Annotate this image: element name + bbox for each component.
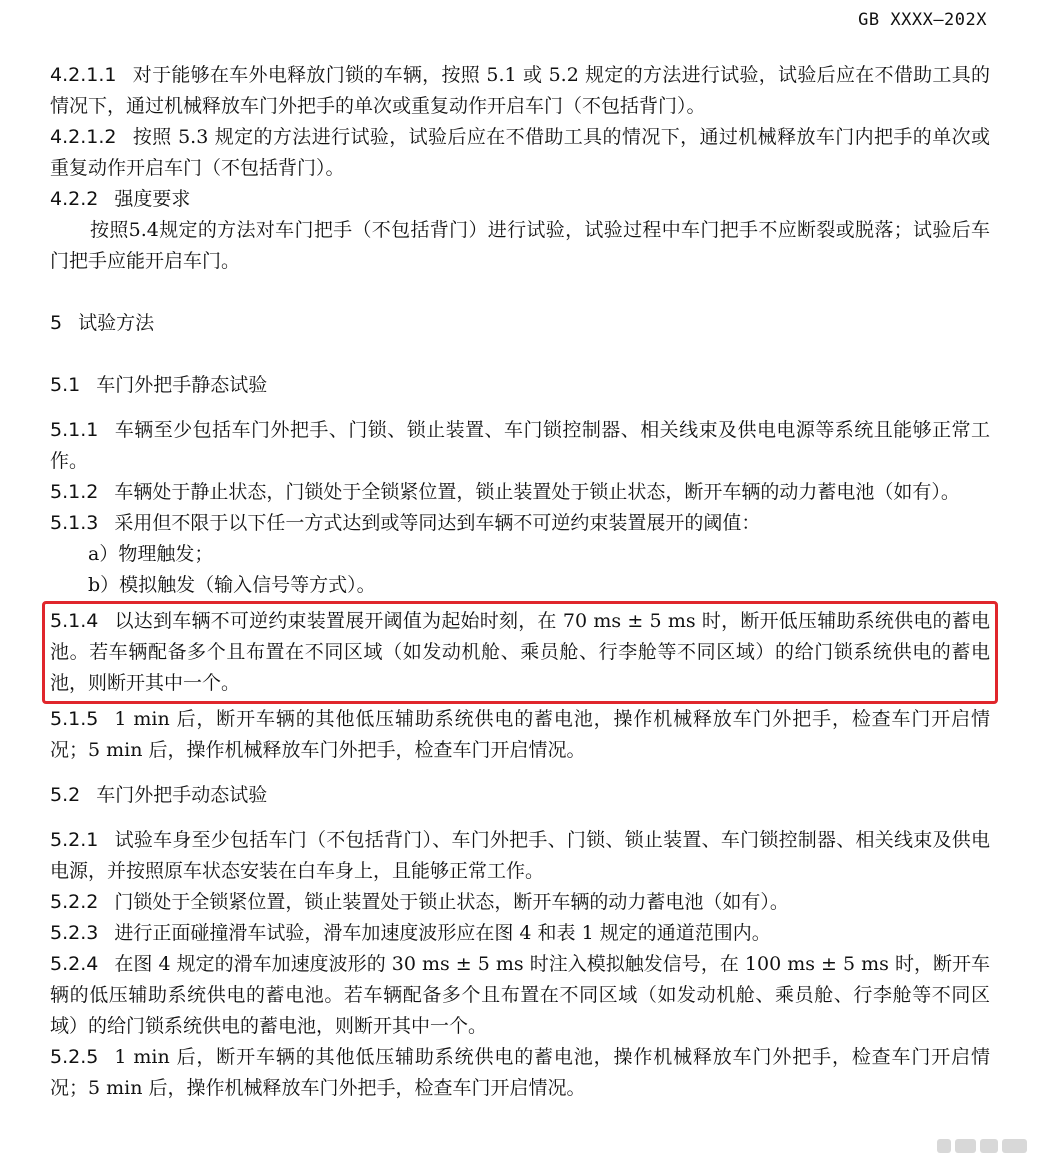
clause-number: 5.1.1	[50, 419, 99, 441]
document-body	[50, 60, 990, 1104]
clause-text: 试验车身至少包括车门（不包括背门）、车门外把手、门锁、锁止装置、车门锁控制器、相关线束及供电电源，并按照原车状态安装在白车身上，且能够正常工作。	[50, 829, 990, 882]
heading-number: 5.1	[50, 374, 81, 396]
clause-number: 5.2.3	[50, 922, 99, 944]
clause-5-2-1	[50, 825, 990, 887]
watermark-bar	[980, 1139, 998, 1153]
heading-4-2-2	[50, 184, 990, 215]
watermark-bar	[1002, 1139, 1027, 1153]
clause-5-2-4	[50, 949, 990, 1042]
clause-4-2-1-1	[50, 60, 990, 122]
heading-5-1	[50, 370, 990, 401]
spacer	[50, 339, 990, 370]
watermark-graphic	[937, 1134, 1027, 1158]
list-item-b: b）模拟触发（输入信号等方式）。	[88, 574, 376, 596]
clause-number: 5.1.3	[50, 512, 99, 534]
heading-title: 车门外把手动态试验	[96, 784, 268, 806]
watermark-bar	[955, 1139, 976, 1153]
clause-number: 4.2.1.1	[50, 64, 117, 86]
clause-5-1-5	[50, 704, 990, 766]
clause-number: 5.2.1	[50, 829, 99, 851]
clause-text: 按照 5.3 规定的方法进行试验，试验后应在不借助工具的情况下，通过机械释放车门内把手的单次或重复动作开启车门（不包括背门）。	[50, 126, 990, 179]
spacer	[50, 401, 990, 415]
spacer	[50, 811, 990, 825]
clause-5-1-3	[50, 508, 990, 539]
clause-5-2-2	[50, 887, 990, 918]
clause-text: 进行正面碰撞滑车试验，滑车加速度波形应在图 4 和表 1 规定的通道范围内。	[114, 922, 771, 944]
clause-text: 门锁处于全锁紧位置，锁止装置处于锁止状态，断开车辆的动力蓄电池（如有）。	[114, 891, 789, 913]
list-item-a: a）物理触发；	[88, 543, 214, 565]
clause-number: 5.1.4	[50, 610, 99, 632]
heading-title: 试验方法	[78, 312, 155, 334]
spacer	[50, 766, 990, 780]
clause-number: 5.2.4	[50, 953, 99, 975]
heading-5-2	[50, 780, 990, 811]
clause-5-1-2	[50, 477, 990, 508]
clause-text: 1 min 后，断开车辆的其他低压辅助系统供电的蓄电池，操作机械释放车门外把手，检查车门开启情况；5 min 后，操作机械释放车门外把手，检查车门开启情况。	[50, 1046, 990, 1099]
clause-4-2-2-body: 按照5.4规定的方法对车门把手（不包括背门）进行试验，试验过程中车门把手不应断裂或脱落；试验后车门把手应能开启车门。	[50, 219, 990, 272]
clause-5-1-4	[50, 606, 990, 699]
clause-text: 以达到车辆不可逆约束装置展开阈值为起始时刻，在 70 ms ± 5 ms 时，断开低压辅助系统供电的蓄电池。若车辆配备多个且布置在不同区域（如发动机舱、乘员舱、行李舱等不同区域）的给门锁系统供电的蓄电池，则断开其中一个。	[50, 610, 990, 694]
clause-text: 车辆至少包括车门外把手、门锁、锁止装置、车门锁控制器、相关线束及供电电源等系统且能够正常工作。	[50, 419, 990, 472]
heading-title: 强度要求	[114, 188, 191, 210]
clause-5-1-1	[50, 415, 990, 477]
heading-number: 4.2.2	[50, 188, 99, 210]
clause-number: 5.1.2	[50, 481, 99, 503]
clause-4-2-1-2	[50, 122, 990, 184]
watermark-bar	[937, 1139, 951, 1153]
clause-text: 采用但不限于以下任一方式达到或等同达到车辆不可逆约束装置展开的阈值：	[114, 512, 761, 534]
spacer	[50, 277, 990, 308]
clause-number: 5.2.2	[50, 891, 99, 913]
clause-number: 5.2.5	[50, 1046, 99, 1068]
clause-text: 1 min 后，断开车辆的其他低压辅助系统供电的蓄电池，操作机械释放车门外把手，检查车门开启情况；5 min 后，操作机械释放车门外把手，检查车门开启情况。	[50, 708, 990, 761]
clause-5-2-3	[50, 918, 990, 949]
clause-number: 5.1.5	[50, 708, 99, 730]
clause-text: 车辆处于静止状态，门锁处于全锁紧位置，锁止装置处于锁止状态，断开车辆的动力蓄电池（如有）。	[114, 481, 960, 503]
highlight-box-5-1-4	[42, 601, 998, 704]
clause-number: 4.2.1.2	[50, 126, 117, 148]
heading-number: 5	[50, 312, 63, 334]
heading-title: 车门外把手静态试验	[96, 374, 268, 396]
heading-5	[50, 308, 990, 339]
clause-5-2-5	[50, 1042, 990, 1104]
heading-number: 5.2	[50, 784, 81, 806]
standard-code: GB XXXX—202X	[858, 10, 987, 30]
clause-text: 在图 4 规定的滑车加速度波形的 30 ms ± 5 ms 时注入模拟触发信号，在 100 ms ± 5 ms 时，断开车辆的低压辅助系统供电的蓄电池。若车辆配备多个且布置在不同区域（如发动机舱、乘员舱、行李舱等不同区域）的给门锁系统供电的蓄电池，则断开其中一个。	[50, 953, 990, 1037]
clause-text: 对于能够在车外电释放门锁的车辆，按照 5.1 或 5.2 规定的方法进行试验，试验后应在不借助工具的情况下，通过机械释放车门外把手的单次或重复动作开启车门（不包括背门）。	[50, 64, 990, 117]
